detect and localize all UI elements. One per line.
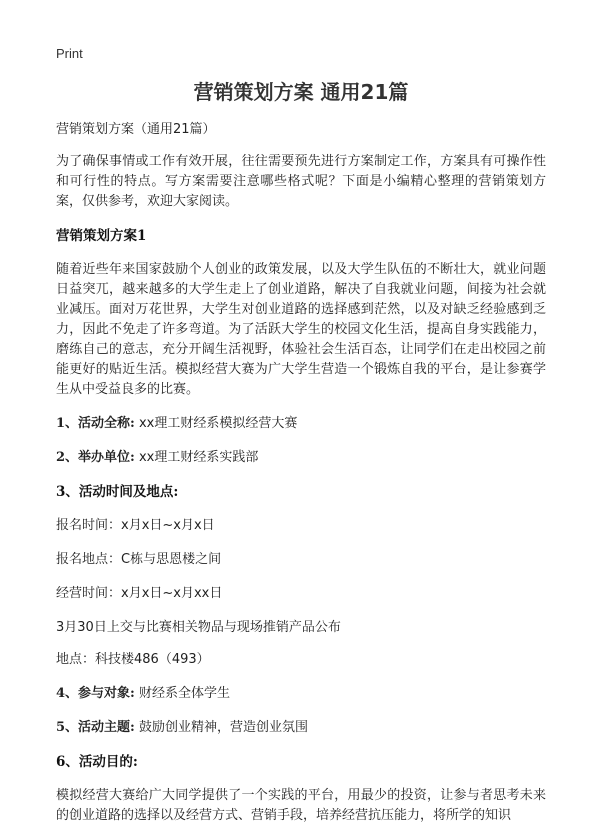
item-value: xx理工财经系模拟经营大赛 — [134, 416, 298, 431]
item-value: xx理工财经系实践部 — [134, 450, 259, 465]
section-heading: 营销策划方案1 — [56, 228, 147, 244]
intro-paragraph: 为了确保事情或工作有效开展，往往需要预先进行方案制定工作，方案具有可操作性和可行性的特点。写方案需要注意哪些格式呢？下面是小编精心整理的营销策划方案，仅供参考，欢迎大家阅读。 — [56, 154, 546, 209]
activity-theme — [56, 718, 546, 738]
submission-note: 3月30日上交与比赛相关物品与现场推销产品公布 — [56, 620, 341, 635]
participants — [56, 684, 546, 704]
item-label: 2、举办单位: — [56, 450, 135, 465]
item-value: 财经系全体学生 — [134, 686, 230, 701]
purpose-heading: 6、活动目的: — [56, 754, 138, 770]
print-link[interactable]: Print — [56, 46, 83, 61]
document-subtitle: 营销策划方案（通用21篇） — [56, 122, 216, 137]
item-label: 1、活动全称: — [56, 416, 135, 431]
purpose-paragraph: 模拟经营大赛给广大同学提供了一个实践的平台，用最少的投资，让参与者思考未来的创业道路的选择以及经营方式、营销手段，培养经营抗压能力，将所学的知识 — [56, 788, 546, 823]
signup-time: 报名时间：x月x日~x月x日 — [56, 518, 215, 533]
item-value: 鼓励创业精神，营造创业氛围 — [134, 720, 308, 735]
operation-time: 经营时间：x月x日~x月xx日 — [56, 586, 223, 601]
section-paragraph: 随着近些年来国家鼓励个人创业的政策发展，以及大学生队伍的不断壮大，就业问题日益突兀，越来越多的大学生走上了创业道路，解决了自我就业问题，间接为社会就业减压。面对万花世界，大学生对创业道路的选择感到茫然，以及对缺乏经验感到乏力，因此不免走了许多弯道。为了活跃大学生的校园文化生活，提高自身实践能力，磨练自己的意志，充分开阔生活视野，体验社会生活百态，让同学们在走出校园之前能更好的贴近生活。模拟经营大赛为广大学生营造一个锻炼自我的平台，是让参赛学生从中受益良多的比赛。 — [56, 262, 546, 397]
organizer — [56, 448, 546, 468]
item-label: 4、参与对象: — [56, 686, 135, 701]
time-location-heading: 3、活动时间及地点: — [56, 484, 179, 500]
document-body — [56, 78, 546, 840]
item-label: 5、活动主题: — [56, 720, 135, 735]
page-title: 营销策划方案 通用21篇 — [193, 80, 409, 104]
activity-full-name — [56, 414, 546, 434]
signup-place: 报名地点：C栋与思恩楼之间 — [56, 552, 222, 567]
location: 地点：科技楼486（493） — [56, 652, 210, 667]
